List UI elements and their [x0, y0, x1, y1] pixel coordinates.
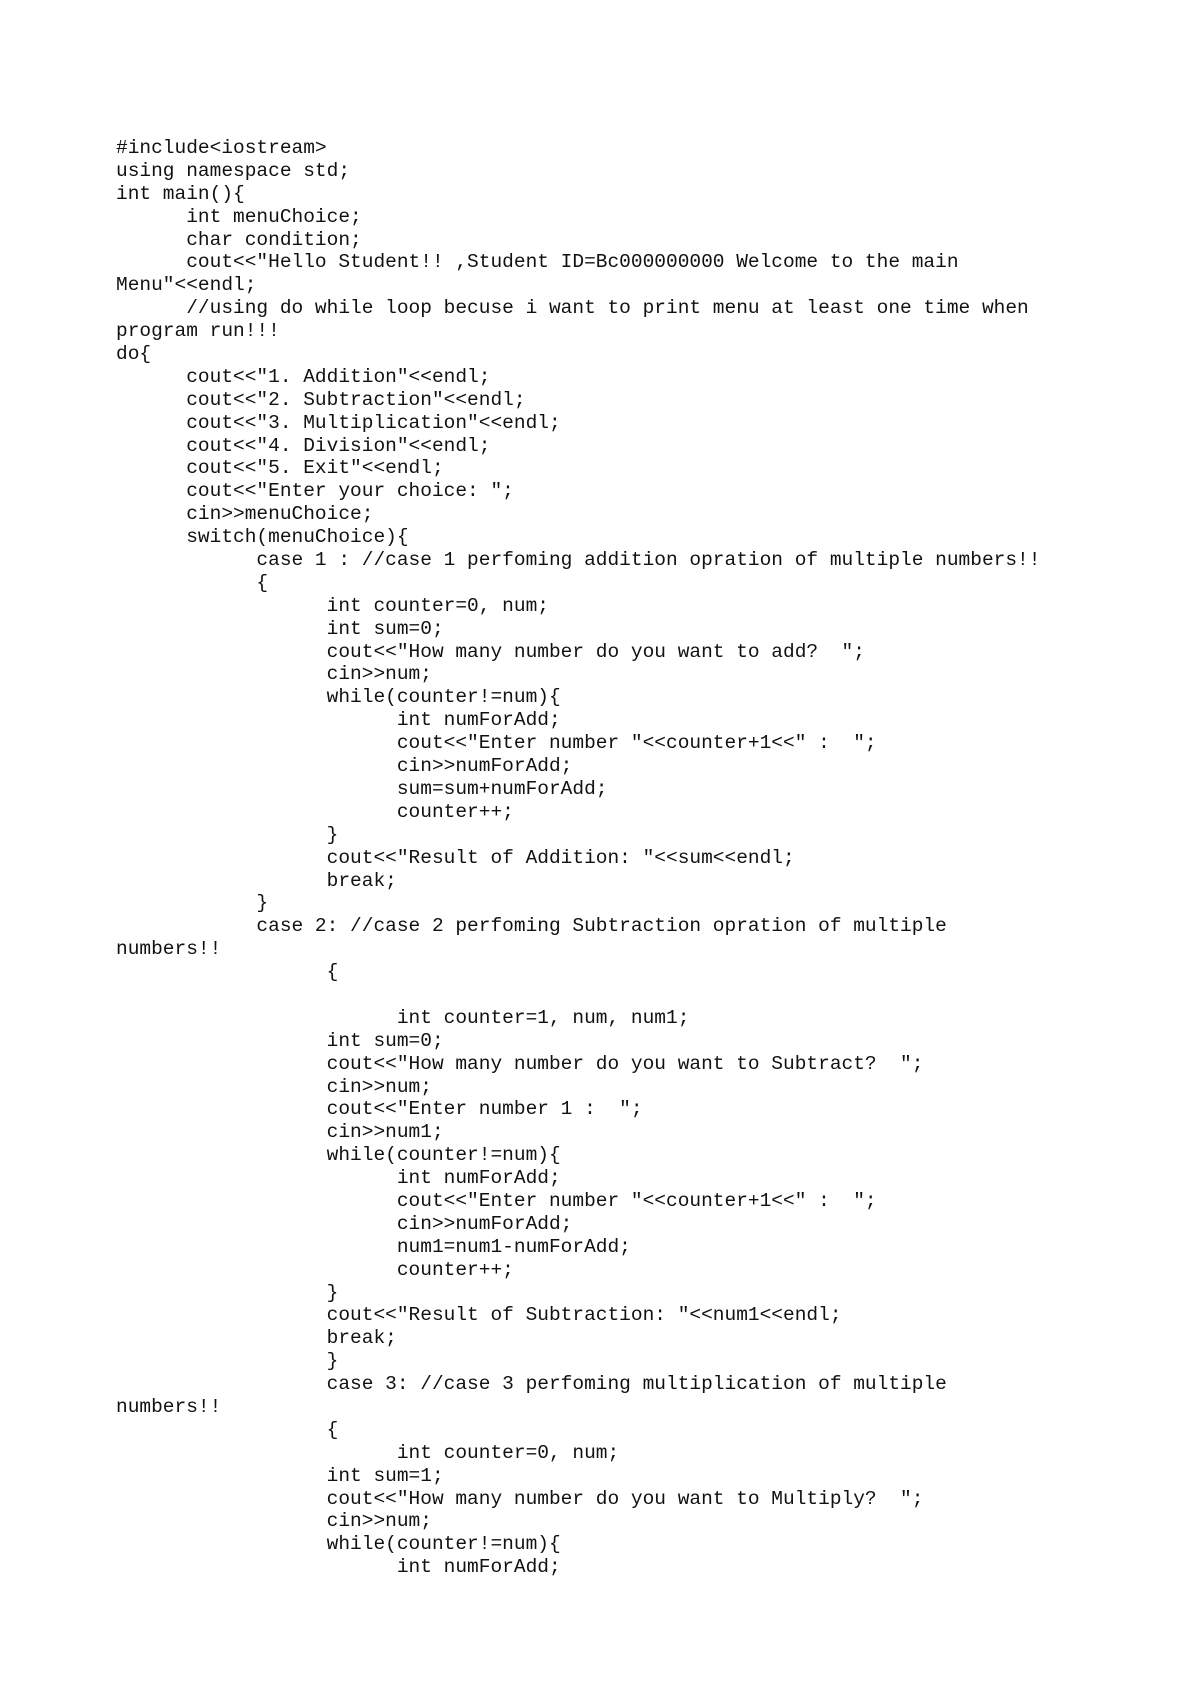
- code-line: cout<<"Result of Subtraction: "<<num1<<endl;: [116, 1304, 842, 1327]
- code-comment-line: program run!!!: [116, 320, 280, 343]
- code-line: cout<<"Result of Addition: "<<sum<<endl;: [116, 846, 795, 869]
- code-line: cin>>num1;: [116, 1121, 444, 1144]
- code-comment-line: //using do while loop becuse i want to print menu at least one time when: [116, 297, 1029, 320]
- code-line: cout<<"How many number do you want to Subtract? ";: [116, 1052, 924, 1075]
- code-line: cout<<"Enter your choice: ";: [116, 480, 514, 503]
- code-line: }: [116, 823, 339, 846]
- code-line: int counter=0, num;: [116, 1441, 620, 1464]
- code-line: case 3: //case 3 perfoming multiplication of multiple: [116, 1373, 947, 1396]
- code-line: }: [116, 1281, 339, 1304]
- code-line: cout<<"Enter number "<<counter+1<<" : ";: [116, 1189, 877, 1212]
- code-line: {: [116, 961, 339, 984]
- code-blank-line: [116, 984, 1040, 1007]
- code-line: numbers!!: [116, 1395, 222, 1418]
- code-line: break;: [116, 1327, 397, 1350]
- code-listing: [116, 137, 1040, 1579]
- code-line: using namespace std;: [116, 159, 351, 182]
- code-line: counter++;: [116, 800, 514, 823]
- code-line: int counter=0, num;: [116, 594, 549, 617]
- code-line: cout<<"How many number do you want to add? ";: [116, 640, 865, 663]
- code-line: int sum=1;: [116, 1464, 444, 1487]
- code-line: int main(){: [116, 182, 245, 205]
- code-line: #include<iostream>: [116, 137, 327, 159]
- code-line: int numForAdd;: [116, 1556, 561, 1579]
- code-line: cout<<"Enter number 1 : ";: [116, 1098, 643, 1121]
- code-line: sum=sum+numForAdd;: [116, 777, 608, 800]
- code-line: char condition;: [116, 228, 362, 251]
- code-line: case 1 : //case 1 perfoming addition opration of multiple numbers!!: [116, 549, 1041, 572]
- code-line: {: [116, 571, 269, 594]
- code-line: cin>>num;: [116, 663, 432, 686]
- code-line: switch(menuChoice){: [116, 526, 409, 549]
- code-line: }: [116, 1350, 339, 1373]
- code-line: numbers!!: [116, 938, 222, 961]
- code-line: do{: [116, 343, 152, 366]
- code-line: }: [116, 892, 269, 915]
- code-line: Menu"<<endl;: [116, 274, 257, 297]
- code-line: while(counter!=num){: [116, 1144, 561, 1167]
- code-line: while(counter!=num){: [116, 1533, 561, 1556]
- code-line: cout<<"2. Subtraction"<<endl;: [116, 388, 526, 411]
- code-line: cin>>numForAdd;: [116, 1212, 573, 1235]
- code-line: while(counter!=num){: [116, 686, 561, 709]
- code-line: int menuChoice;: [116, 205, 362, 228]
- code-line: int numForAdd;: [116, 709, 561, 732]
- code-line: cout<<"5. Exit"<<endl;: [116, 457, 444, 480]
- code-line: break;: [116, 869, 397, 892]
- code-line: counter++;: [116, 1258, 514, 1281]
- code-line: int sum=0;: [116, 617, 444, 640]
- code-line: cout<<"How many number do you want to Multiply? ";: [116, 1487, 924, 1510]
- code-line: cin>>num;: [116, 1075, 432, 1098]
- code-line: cout<<"4. Division"<<endl;: [116, 434, 491, 457]
- code-line: cin>>num;: [116, 1510, 432, 1533]
- code-line: cout<<"1. Addition"<<endl;: [116, 365, 491, 388]
- code-line: case 2: //case 2 perfoming Subtraction opration of multiple: [116, 915, 947, 938]
- code-line: int counter=1, num, num1;: [116, 1006, 690, 1029]
- code-line: cin>>numForAdd;: [116, 755, 573, 778]
- code-line: {: [116, 1418, 339, 1441]
- code-line: int numForAdd;: [116, 1167, 561, 1190]
- code-line: int sum=0;: [116, 1029, 444, 1052]
- code-line: cin>>menuChoice;: [116, 503, 374, 526]
- code-line: cout<<"Hello Student!! ,Student ID=Bc000000000 Welcome to the main: [116, 251, 959, 274]
- code-line: cout<<"Enter number "<<counter+1<<" : ";: [116, 732, 877, 755]
- code-line: cout<<"3. Multiplication"<<endl;: [116, 411, 561, 434]
- code-line: num1=num1-numForAdd;: [116, 1235, 631, 1258]
